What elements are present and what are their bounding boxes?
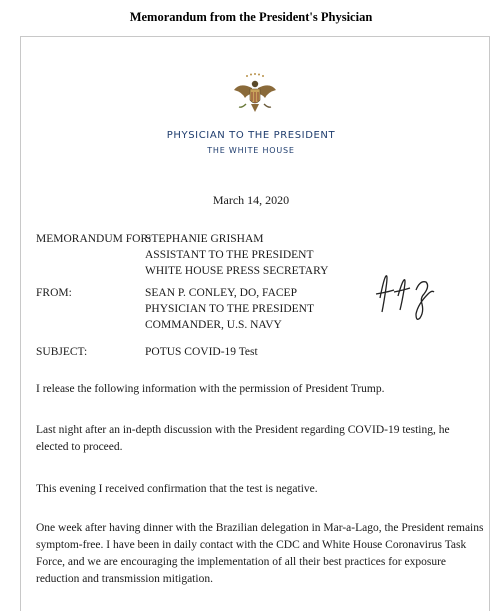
from-label: FROM: xyxy=(36,287,72,299)
subject-value xyxy=(145,344,258,360)
memorandum-for-recipient xyxy=(145,231,328,279)
from-sender xyxy=(145,285,314,333)
sender-line: SEAN P. CONLEY, DO, FACEP xyxy=(145,287,297,299)
body-paragraph: Last night after an in-depth discussion with the President regarding COVID-19 testing, he elected to proceed. xyxy=(36,424,450,453)
sender-line: COMMANDER, U.S. NAVY xyxy=(145,319,282,331)
memorandum-for-label: MEMORANDUM FOR: xyxy=(36,233,152,245)
recipient-line: STEPHANIE GRISHAM xyxy=(145,233,264,245)
office-subtitle: THE WHITE HOUSE xyxy=(207,146,295,155)
subject-text: POTUS COVID-19 Test xyxy=(145,346,258,358)
presidential-seal-icon xyxy=(230,70,280,120)
body-paragraph: This evening I received confirmation that the test is negative. xyxy=(36,483,318,495)
handwritten-signature xyxy=(372,268,438,320)
body-paragraph: One week after having dinner with the Brazilian delegation in Mar-a-Lago, the President remains symptom-free. I have been in daily contact with the CDC and White House Coronavirus Task Force, and we are encouraging the implementation of all their best practices for exposure reduction and transmission mitigation. xyxy=(36,522,484,585)
office-name: PHYSICIAN TO THE PRESIDENT xyxy=(166,130,336,141)
body-paragraph: I release the following information with the permission of President Trump. xyxy=(36,383,385,395)
recipient-line: ASSISTANT TO THE PRESIDENT xyxy=(145,249,314,261)
subject-label: SUBJECT: xyxy=(36,346,88,358)
page-heading: Memorandum from the President's Physician xyxy=(129,10,373,24)
sender-line: PHYSICIAN TO THE PRESIDENT xyxy=(145,303,315,315)
recipient-line: WHITE HOUSE PRESS SECRETARY xyxy=(145,265,329,277)
memo-date: March 14, 2020 xyxy=(212,193,290,207)
